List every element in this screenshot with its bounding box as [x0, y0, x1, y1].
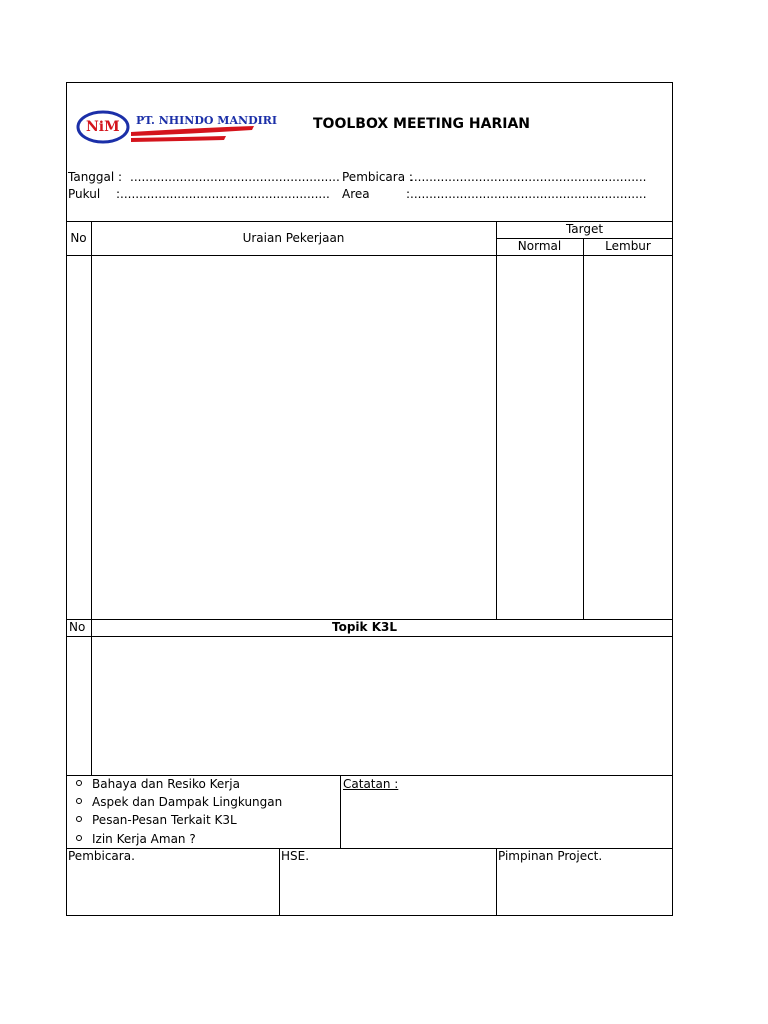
table-header-bottom-line — [66, 255, 673, 256]
pembicara-label: Pembicara : — [342, 170, 413, 184]
pukul-field[interactable]: :....................................................... — [116, 187, 330, 201]
table-header-no: No — [70, 231, 87, 245]
topik-header-line — [66, 636, 673, 637]
checklist-item: Aspek dan Dampak Lingkungan — [92, 795, 283, 809]
area-field[interactable]: :.............................................................. — [406, 187, 647, 201]
form-title: TOOLBOX MEETING HARIAN — [313, 116, 531, 132]
topik-no-line — [91, 619, 92, 775]
catatan-divider — [340, 775, 341, 848]
area-label: Area — [342, 187, 370, 201]
tanggal-label: Tanggal : — [68, 170, 123, 184]
topik-header-title: Topik K3L — [332, 620, 397, 634]
topik-header-no: No — [69, 620, 86, 634]
topik-bottom-line — [66, 775, 673, 776]
table-header-normal: Normal — [517, 239, 562, 253]
bullet-icon — [76, 816, 82, 822]
catatan-label: Catatan : — [343, 777, 399, 791]
signature-divider-2 — [496, 848, 497, 916]
target-column-line — [496, 221, 497, 619]
no-column-line — [91, 221, 92, 619]
signature-pembicara: Pembicara. — [68, 849, 135, 863]
pembicara-field[interactable]: .............................................................. — [410, 170, 647, 184]
table-header-lembur: Lembur — [605, 239, 651, 253]
table-header-target: Target — [565, 222, 604, 236]
tanggal-field[interactable]: ....................................................... — [130, 170, 340, 184]
signature-divider-1 — [279, 848, 280, 916]
bullet-icon — [76, 798, 82, 804]
signature-pimpinan: Pimpinan Project. — [498, 849, 603, 863]
company-logo — [76, 110, 278, 146]
signature-hse: HSE. — [281, 849, 310, 863]
table-header-uraian: Uraian Pekerjaan — [242, 231, 345, 245]
normal-lembur-line — [583, 238, 584, 619]
logo-letters: NiM — [86, 119, 120, 135]
checklist-item: Bahaya dan Resiko Kerja — [92, 777, 240, 791]
bullet-icon — [76, 835, 82, 841]
checklist-item: Pesan-Pesan Terkait K3L — [92, 813, 237, 827]
pukul-label: Pukul — [68, 187, 101, 201]
bullet-icon — [76, 780, 82, 786]
company-name: PT. NHINDO MANDIRI — [136, 114, 278, 127]
checklist-item: Izin Kerja Aman ? — [92, 832, 196, 846]
